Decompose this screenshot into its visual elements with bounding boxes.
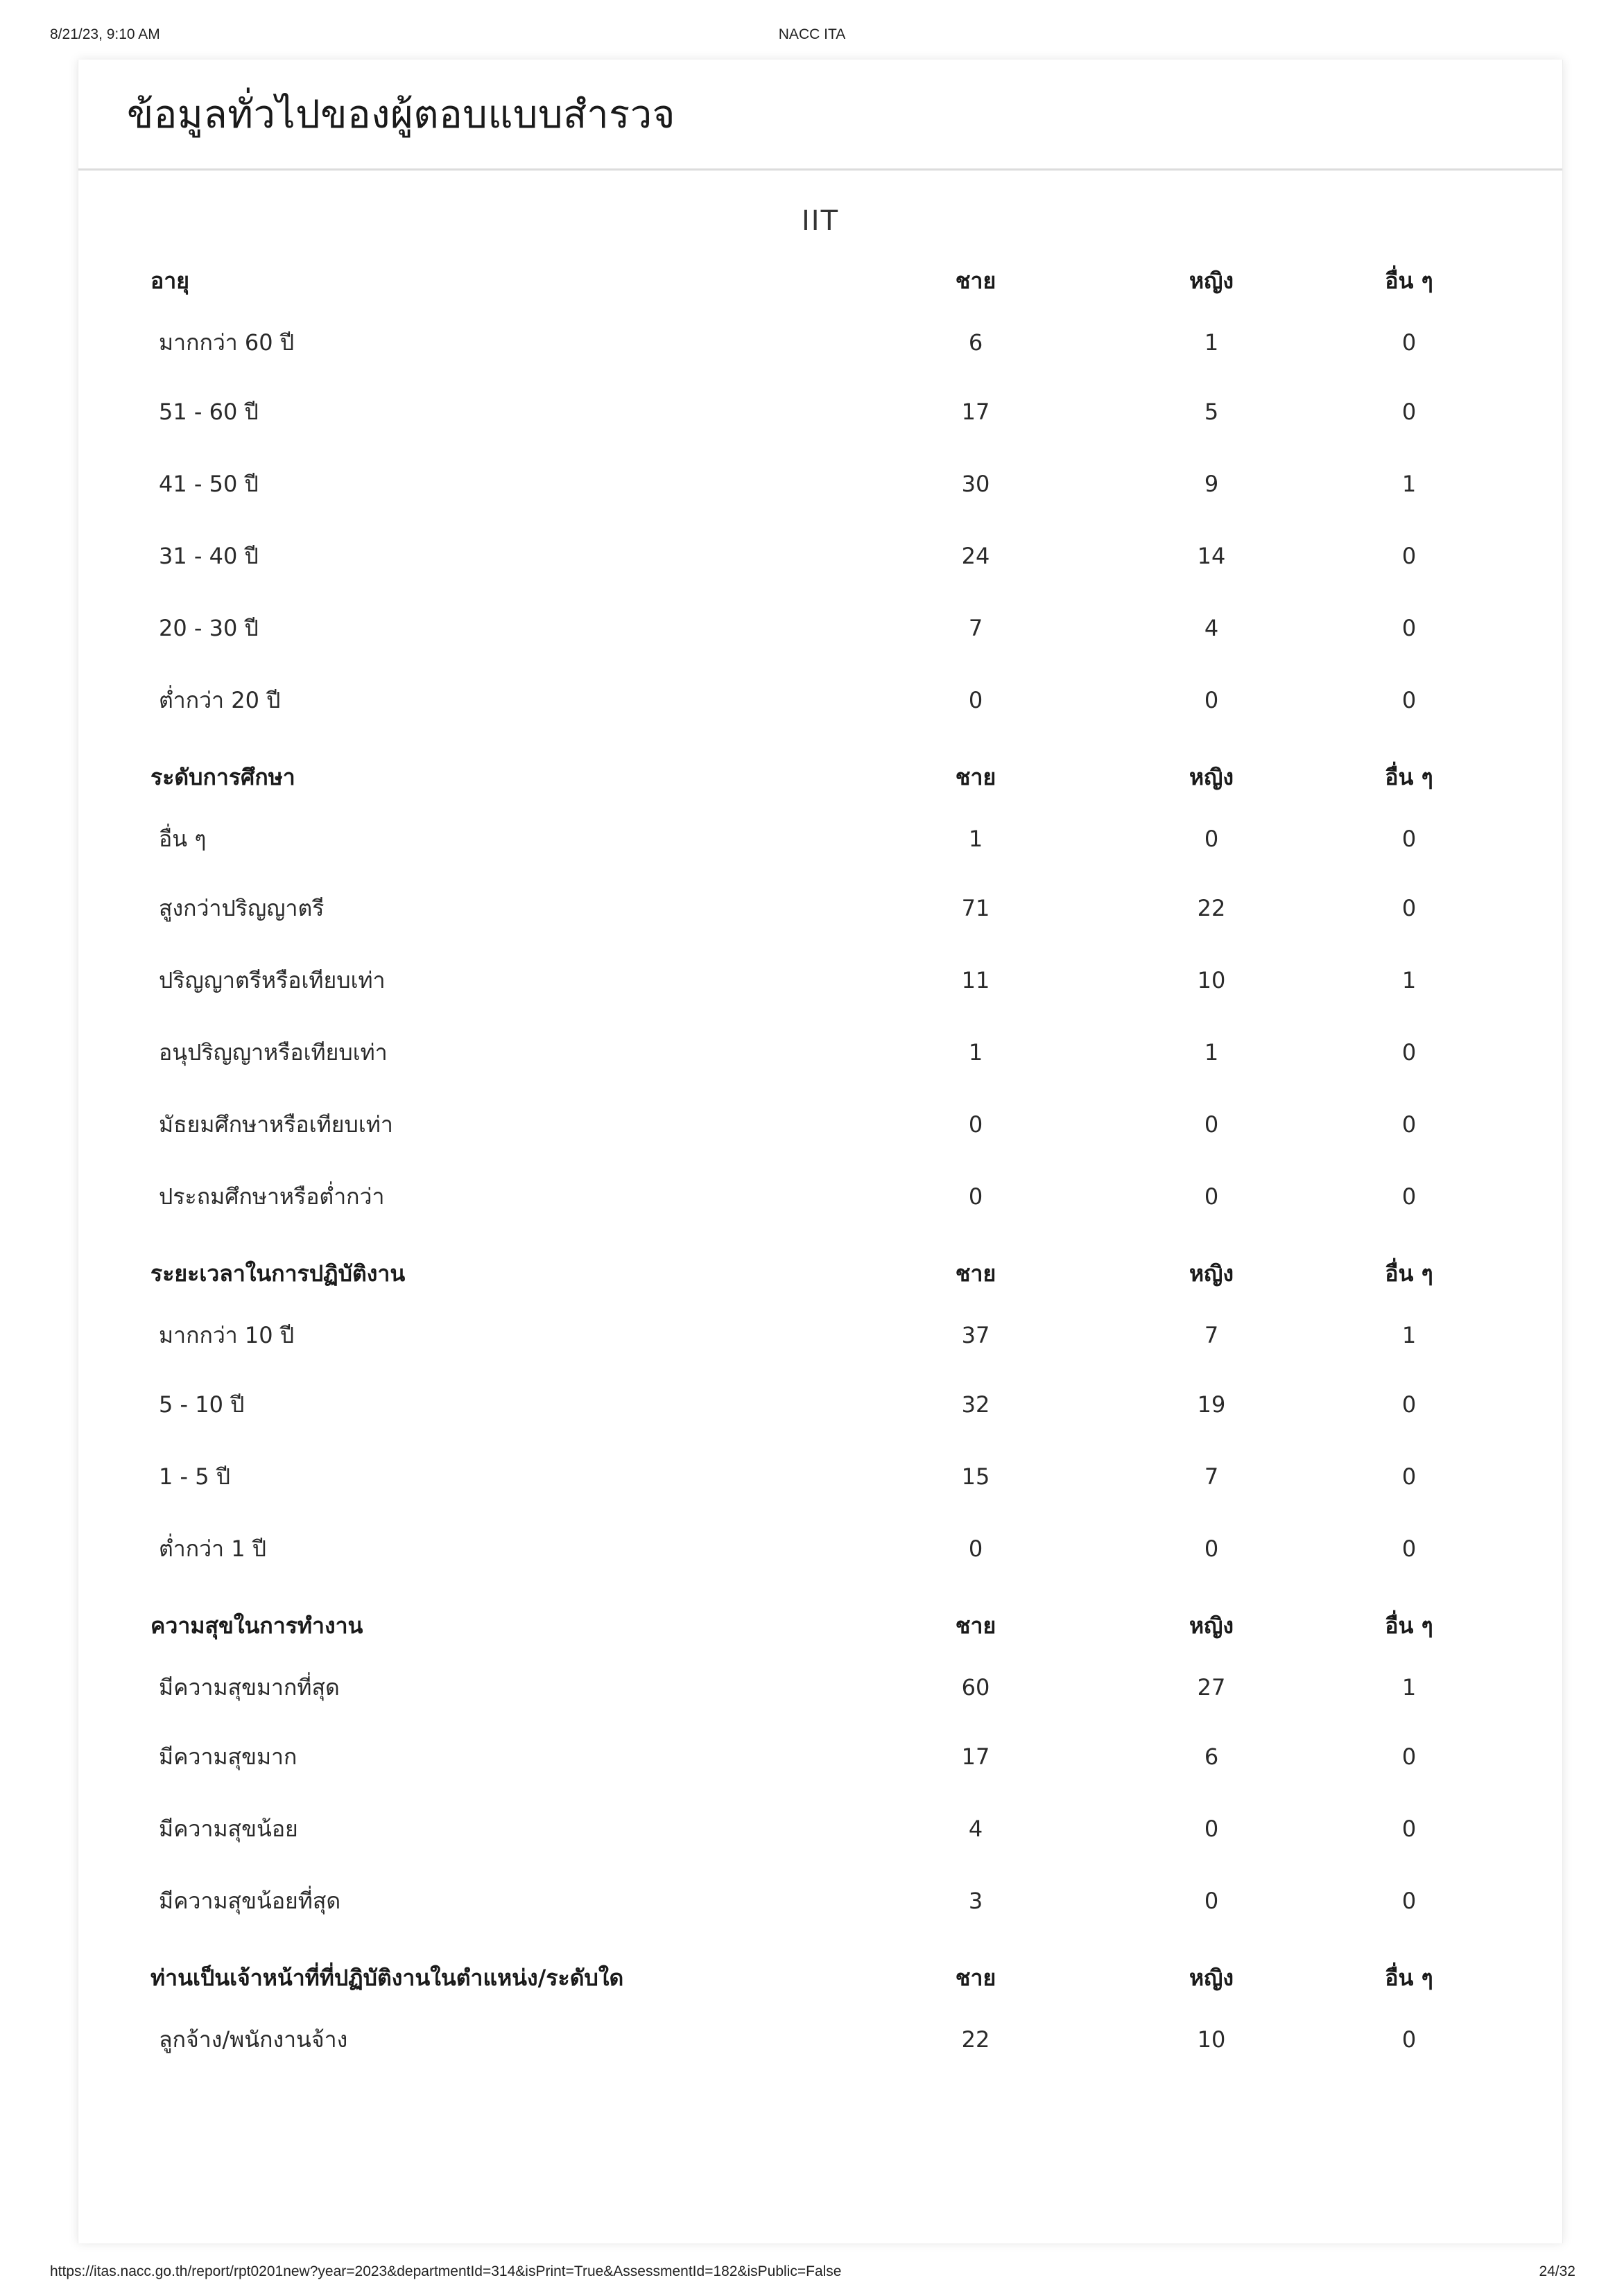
stats-tables xyxy=(150,263,1489,2096)
print-header xyxy=(0,26,1624,47)
other-count: 0 xyxy=(1401,1816,1417,1842)
page-number: 24/32 xyxy=(1539,2263,1575,2279)
male-count: 1 xyxy=(968,826,983,852)
female-count: 0 xyxy=(1204,1888,1219,1914)
other-count: 0 xyxy=(1401,1743,1417,1770)
female-count: 5 xyxy=(1204,399,1219,425)
other-count: 0 xyxy=(1401,687,1417,713)
male-count: 4 xyxy=(968,1816,983,1842)
row-label: 20 - 30 ปี xyxy=(159,614,259,641)
row-label: ต่ำกว่า 20 ปี xyxy=(159,686,281,713)
female-count: 6 xyxy=(1204,1743,1219,1770)
other-count: 0 xyxy=(1401,895,1417,921)
row-label: มัธยมศึกษาหรือเทียบเท่า xyxy=(159,1111,393,1138)
table-header-category: ระดับการศึกษา xyxy=(150,764,295,790)
female-count: 27 xyxy=(1197,1674,1226,1701)
female-count: 0 xyxy=(1204,1111,1219,1138)
row-label: มีความสุขน้อย xyxy=(159,1815,298,1842)
table-header-male: ชาย xyxy=(955,1965,996,1991)
male-count: 6 xyxy=(968,329,983,356)
row-label: สูงกว่าปริญญาตรี xyxy=(159,894,325,921)
female-count: 4 xyxy=(1204,615,1219,641)
other-count: 0 xyxy=(1401,1536,1417,1562)
male-count: 30 xyxy=(961,471,990,497)
row-label: มากกว่า 10 ปี xyxy=(159,1321,295,1348)
table-header-female: หญิง xyxy=(1189,1260,1234,1287)
other-count: 0 xyxy=(1401,543,1417,569)
table-header-row xyxy=(150,1256,1489,1302)
table-row xyxy=(150,1088,1489,1160)
male-count: 11 xyxy=(961,967,990,993)
stats-table xyxy=(150,1256,1489,1585)
other-count: 0 xyxy=(1401,615,1417,641)
other-count: 1 xyxy=(1401,1674,1417,1701)
table-header-row xyxy=(150,1608,1489,1654)
female-count: 0 xyxy=(1204,687,1219,713)
male-count: 0 xyxy=(968,1111,983,1138)
section-title: IIT xyxy=(801,205,840,237)
row-label: 51 - 60 ปี xyxy=(159,398,259,425)
table-row xyxy=(150,1793,1489,1865)
row-label: มีความสุขมาก xyxy=(159,1743,297,1770)
table-header-row xyxy=(150,760,1489,806)
table-row xyxy=(150,806,1489,872)
other-count: 0 xyxy=(1401,399,1417,425)
row-label: ต่ำกว่า 1 ปี xyxy=(159,1535,267,1562)
print-url: https://itas.nacc.go.th/report/rpt0201new?year=2023&departmentId=314&isPrint=True&AssessmentId=182&isPublic=False xyxy=(50,2263,842,2279)
table-row xyxy=(150,872,1489,944)
female-count: 1 xyxy=(1204,1039,1219,1066)
table-row xyxy=(150,1441,1489,1513)
table-header-row xyxy=(150,1960,1489,2006)
table-header-other: อื่น ๆ xyxy=(1385,268,1433,294)
table-row xyxy=(150,448,1489,520)
print-footer xyxy=(0,2263,1624,2284)
male-count: 15 xyxy=(961,1463,990,1490)
female-count: 7 xyxy=(1204,1322,1219,1348)
table-row xyxy=(150,1513,1489,1585)
row-label: อนุปริญญาหรือเทียบเท่า xyxy=(159,1038,388,1066)
row-label: ประถมศึกษาหรือต่ำกว่า xyxy=(159,1183,385,1210)
table-header-other: อื่น ๆ xyxy=(1385,1612,1433,1639)
table-row xyxy=(150,664,1489,736)
table-row xyxy=(150,1160,1489,1233)
male-count: 17 xyxy=(961,399,990,425)
card-header xyxy=(78,60,1562,171)
other-count: 0 xyxy=(1401,1039,1417,1066)
print-site-title: NACC ITA xyxy=(778,26,846,42)
table-row xyxy=(150,1721,1489,1793)
female-count: 0 xyxy=(1204,1183,1219,1210)
other-count: 0 xyxy=(1401,2026,1417,2053)
table-row xyxy=(150,592,1489,664)
table-row xyxy=(150,1654,1489,1721)
male-count: 0 xyxy=(968,687,983,713)
table-header-category: ท่านเป็นเจ้าหน้าที่ที่ปฏิบัติงานในตำแหน่ง/ระดับใด xyxy=(150,1965,624,1991)
female-count: 14 xyxy=(1197,543,1226,569)
other-count: 0 xyxy=(1401,826,1417,852)
row-label: 1 - 5 ปี xyxy=(159,1463,231,1490)
table-row xyxy=(150,520,1489,592)
page-title: ข้อมูลทั่วไปของผู้ตอบแบบสำรวจ xyxy=(127,92,675,137)
female-count: 19 xyxy=(1197,1391,1226,1418)
table-header-row xyxy=(150,263,1489,309)
male-count: 32 xyxy=(961,1391,990,1418)
row-label: ปริญญาตรีหรือเทียบเท่า xyxy=(159,966,386,993)
stats-table xyxy=(150,1608,1489,1937)
print-date: 8/21/23, 9:10 AM xyxy=(50,26,160,42)
stats-table xyxy=(150,263,1489,736)
row-label: ลูกจ้าง/พนักงานจ้าง xyxy=(159,2026,348,2053)
table-row xyxy=(150,1016,1489,1088)
other-count: 0 xyxy=(1401,1183,1417,1210)
male-count: 0 xyxy=(968,1183,983,1210)
other-count: 0 xyxy=(1401,1463,1417,1490)
table-header-male: ชาย xyxy=(955,1260,996,1287)
table-header-male: ชาย xyxy=(955,1612,996,1639)
male-count: 37 xyxy=(961,1322,990,1348)
table-row xyxy=(150,309,1489,376)
table-header-female: หญิง xyxy=(1189,1965,1234,1991)
male-count: 17 xyxy=(961,1743,990,1770)
other-count: 0 xyxy=(1401,1111,1417,1138)
row-label: 31 - 40 ปี xyxy=(159,542,259,569)
female-count: 10 xyxy=(1197,2026,1226,2053)
table-header-other: อื่น ๆ xyxy=(1385,1965,1433,1991)
other-count: 1 xyxy=(1401,967,1417,993)
table-row xyxy=(150,1302,1489,1368)
male-count: 7 xyxy=(968,615,983,641)
male-count: 1 xyxy=(968,1039,983,1066)
female-count: 22 xyxy=(1197,895,1226,921)
row-label: 5 - 10 ปี xyxy=(159,1391,245,1418)
table-header-other: อื่น ๆ xyxy=(1385,764,1433,790)
female-count: 9 xyxy=(1204,471,1219,497)
table-row xyxy=(150,1368,1489,1441)
row-label: มากกว่า 60 ปี xyxy=(159,329,295,356)
row-label: มีความสุขน้อยที่สุด xyxy=(159,1887,341,1914)
male-count: 22 xyxy=(961,2026,990,2053)
female-count: 0 xyxy=(1204,1536,1219,1562)
stats-table xyxy=(150,1960,1489,2073)
table-header-category: อายุ xyxy=(150,268,189,294)
row-label: มีความสุขมากที่สุด xyxy=(159,1673,340,1701)
female-count: 0 xyxy=(1204,826,1219,852)
female-count: 1 xyxy=(1204,329,1219,356)
row-label: 41 - 50 ปี xyxy=(159,470,259,497)
male-count: 60 xyxy=(961,1674,990,1701)
table-header-female: หญิง xyxy=(1189,1612,1234,1639)
male-count: 0 xyxy=(968,1536,983,1562)
table-header-other: อื่น ๆ xyxy=(1385,1260,1433,1287)
table-header-male: ชาย xyxy=(955,268,996,294)
other-count: 1 xyxy=(1401,471,1417,497)
female-count: 7 xyxy=(1204,1463,1219,1490)
row-label: อื่น ๆ xyxy=(159,825,207,852)
other-count: 1 xyxy=(1401,1322,1417,1348)
female-count: 0 xyxy=(1204,1816,1219,1842)
female-count: 10 xyxy=(1197,967,1226,993)
table-row xyxy=(150,2006,1489,2073)
table-header-female: หญิง xyxy=(1189,764,1234,790)
male-count: 24 xyxy=(961,543,990,569)
table-row xyxy=(150,1865,1489,1937)
table-header-category: ระยะเวลาในการปฏิบัติงาน xyxy=(150,1260,406,1287)
stats-table xyxy=(150,760,1489,1233)
table-row xyxy=(150,376,1489,448)
male-count: 3 xyxy=(968,1888,983,1914)
other-count: 0 xyxy=(1401,1391,1417,1418)
male-count: 71 xyxy=(961,895,990,921)
table-header-male: ชาย xyxy=(955,764,996,790)
other-count: 0 xyxy=(1401,329,1417,356)
table-row xyxy=(150,944,1489,1016)
other-count: 0 xyxy=(1401,1888,1417,1914)
table-header-female: หญิง xyxy=(1189,268,1234,294)
table-header-category: ความสุขในการทำงาน xyxy=(150,1612,363,1639)
